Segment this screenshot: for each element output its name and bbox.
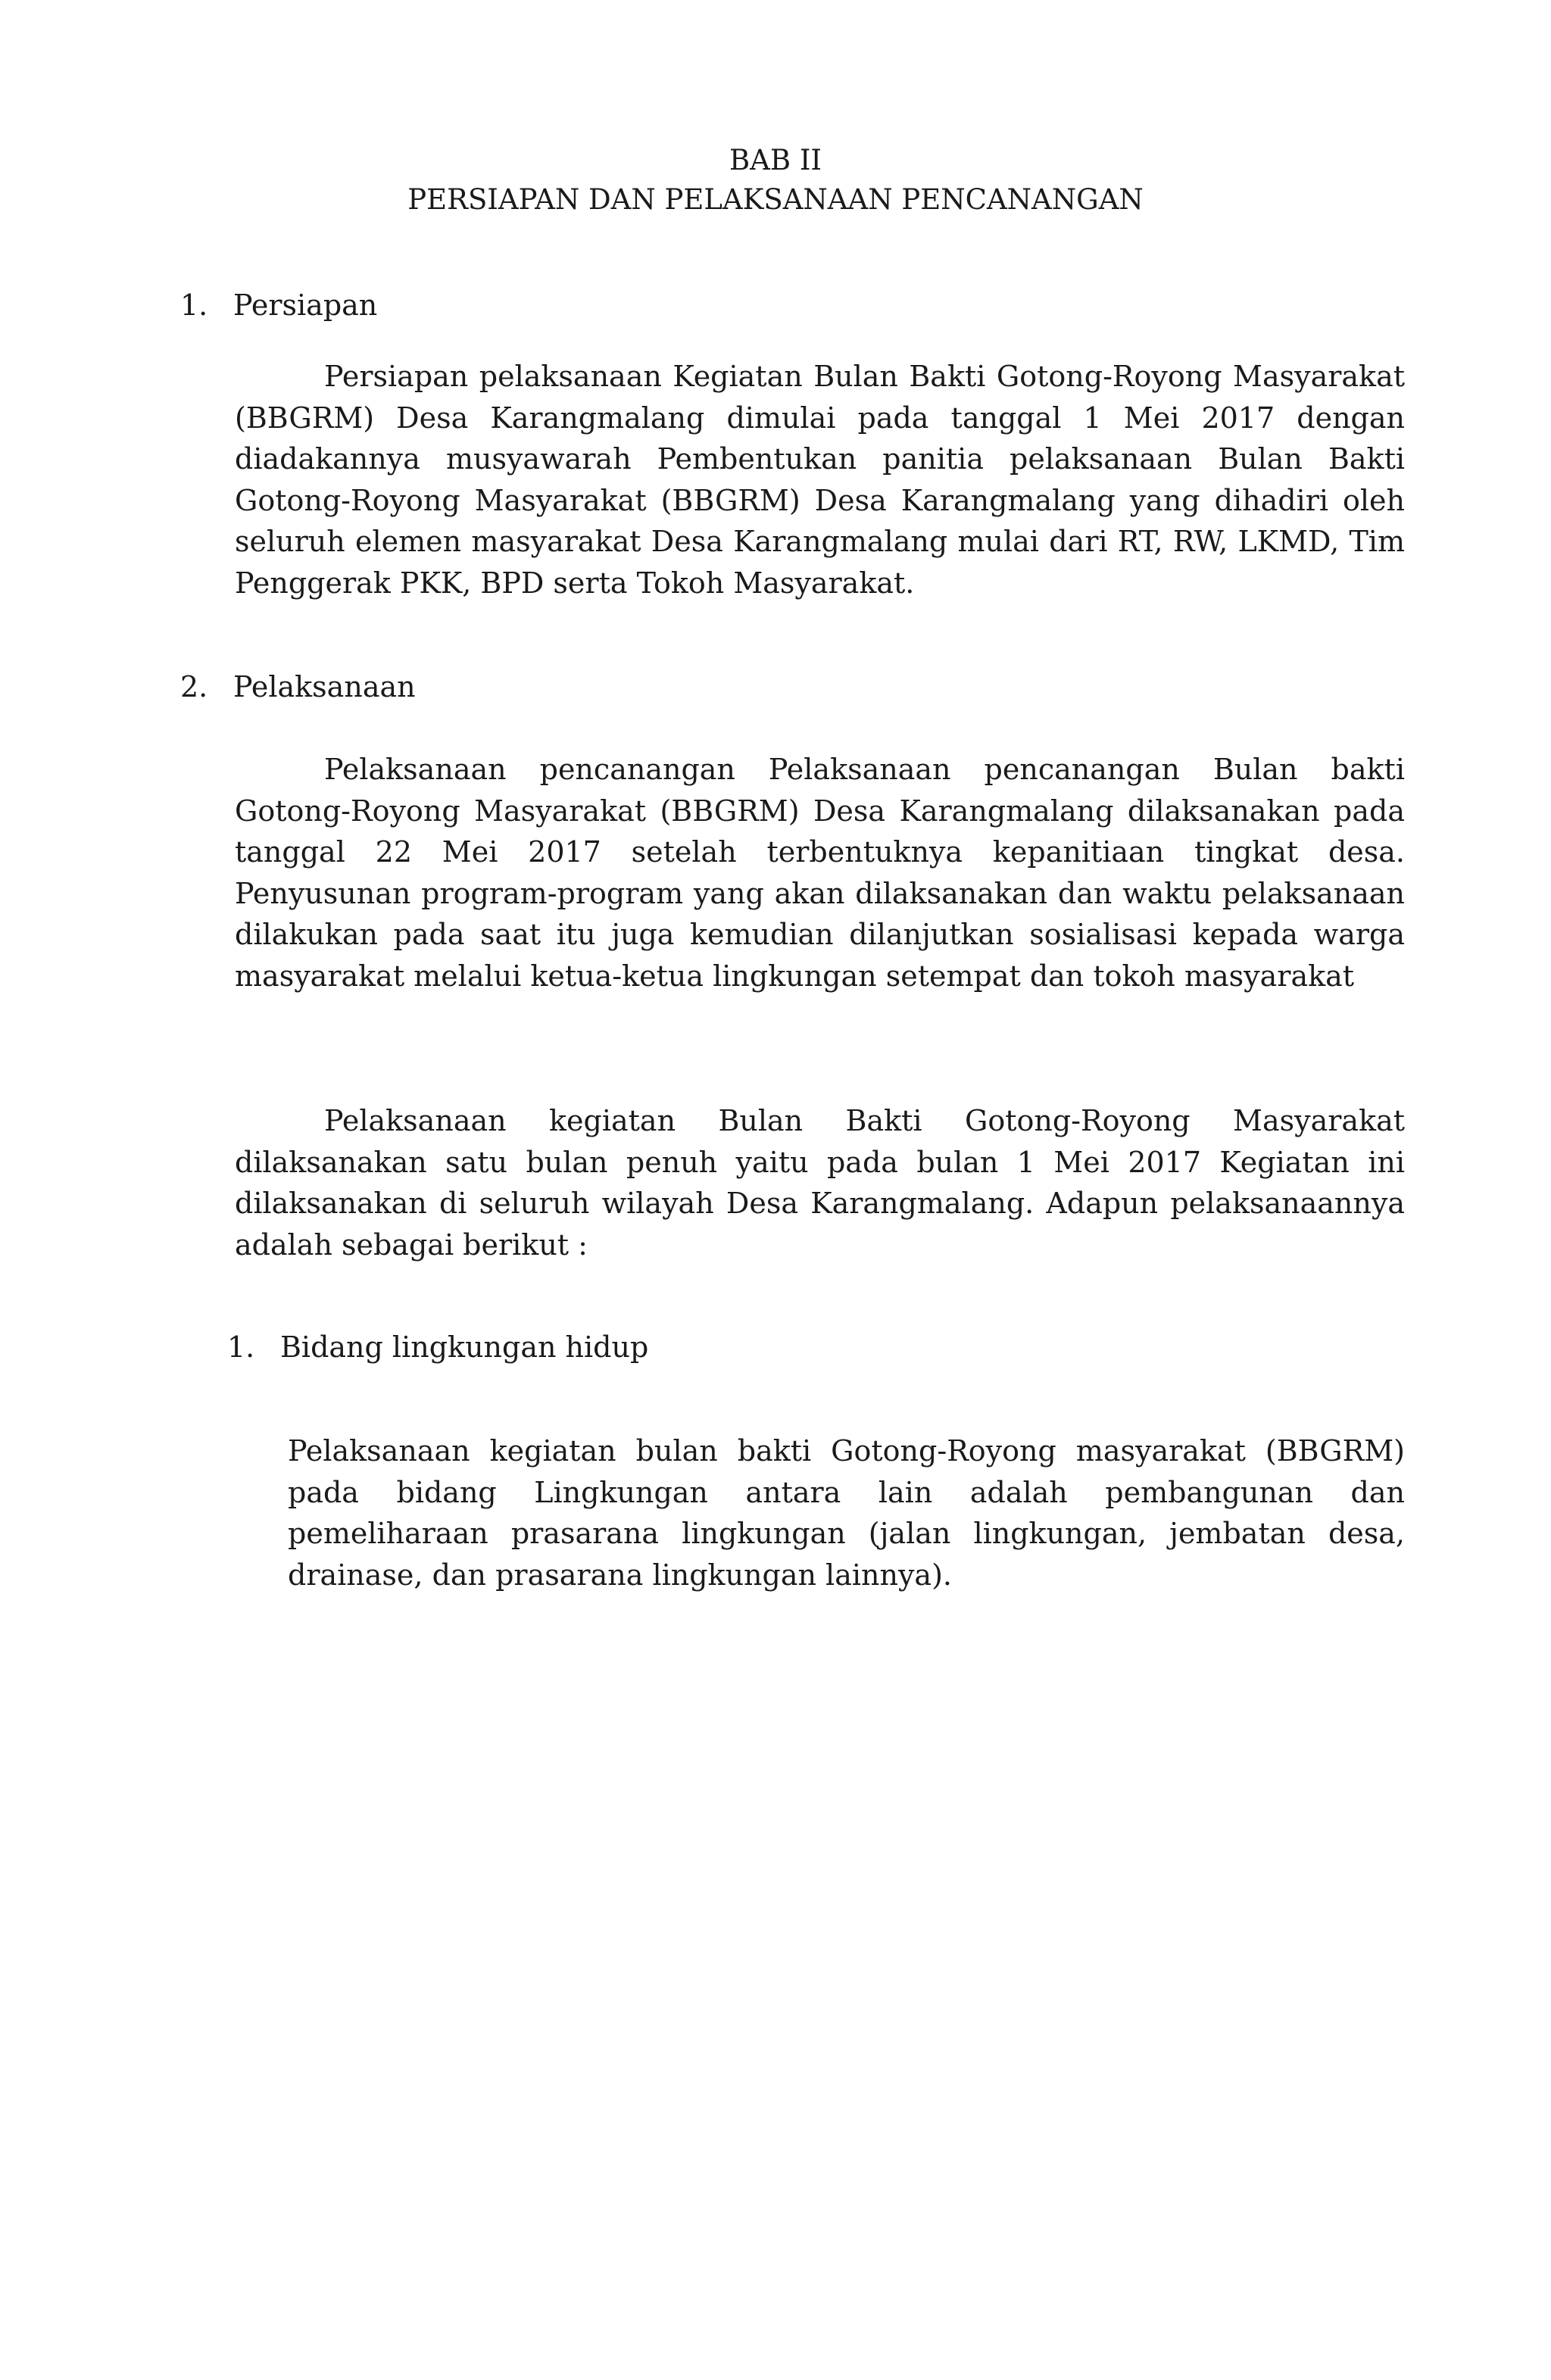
lingkungan-paragraph: Pelaksanaan kegiatan bulan bakti Gotong-Royong masyarakat (BBGRM) pada bidang Lingkungan antara lain adalah pembangunan dan pemeliharaan prasarana lingkungan (jalan lingkungan, jembatan desa, drainase, dan prasarana lingkungan lainnya). (288, 1434, 1405, 1592)
subsection-title-text: Bidang lingkungan hidup (280, 1330, 649, 1364)
persiapan-paragraph: Persiapan pelaksanaan Kegiatan Bulan Bakti Gotong-Royong Masyarakat (BBGRM) Desa Karangmalang dimulai pada tanggal 1 Mei 2017 dengan diadakannya musyawarah Pembentukan panitia pelaksanaan Bulan Bakti Gotong-Royong Masyarakat (BBGRM) Desa Karangmalang yang dihadiri oleh seluruh elemen masyarakat Desa Karangmalang mulai dari RT, RW, LKMD, Tim Penggerak PKK, BPD serta Tokoh Masyarakat. (235, 360, 1405, 600)
section-number: 2. (180, 670, 208, 703)
pelaksanaan-paragraph-1: Pelaksanaan pencanangan Pelaksanaan pencanangan Bulan bakti Gotong-Royong Masyarakat (BBGRM) Desa Karangmalang dilaksanakan pada tanggal 22 Mei 2017 setelah terbentuknya kepanitiaan tingkat desa. Penyusunan program-program yang akan dilaksanakan dan waktu pelaksanaan dilakukan pada saat itu juga kemudian dilanjutkan sosialisasi kepada warga masyarakat melalui ketua-ketua lingkungan setempat dan tokoh masyarakat (235, 753, 1405, 993)
section-number: 1. (180, 289, 208, 322)
section-persiapan-title (180, 285, 377, 326)
chapter-number: BAB II (729, 144, 822, 176)
pelaksanaan-paragraph-2: Pelaksanaan kegiatan Bulan Bakti Gotong-Royong Masyarakat dilaksanakan satu bulan penuh yaitu pada bulan 1 Mei 2017 Kegiatan ini dilaksanakan di seluruh wilayah Desa Karangmalang. Adapun pelaksanaannya adalah sebagai berikut : (235, 1104, 1405, 1262)
chapter-heading (0, 141, 1551, 220)
subsection-lingkungan-title (227, 1327, 648, 1368)
chapter-title: PERSIAPAN DAN PELAKSANAAN PENCANANGAN (407, 183, 1144, 216)
subsection-number: 1. (227, 1330, 255, 1364)
section-title-text: Pelaksanaan (233, 670, 416, 703)
section-pelaksanaan-title (180, 666, 416, 707)
section-title-text: Persiapan (233, 289, 378, 322)
